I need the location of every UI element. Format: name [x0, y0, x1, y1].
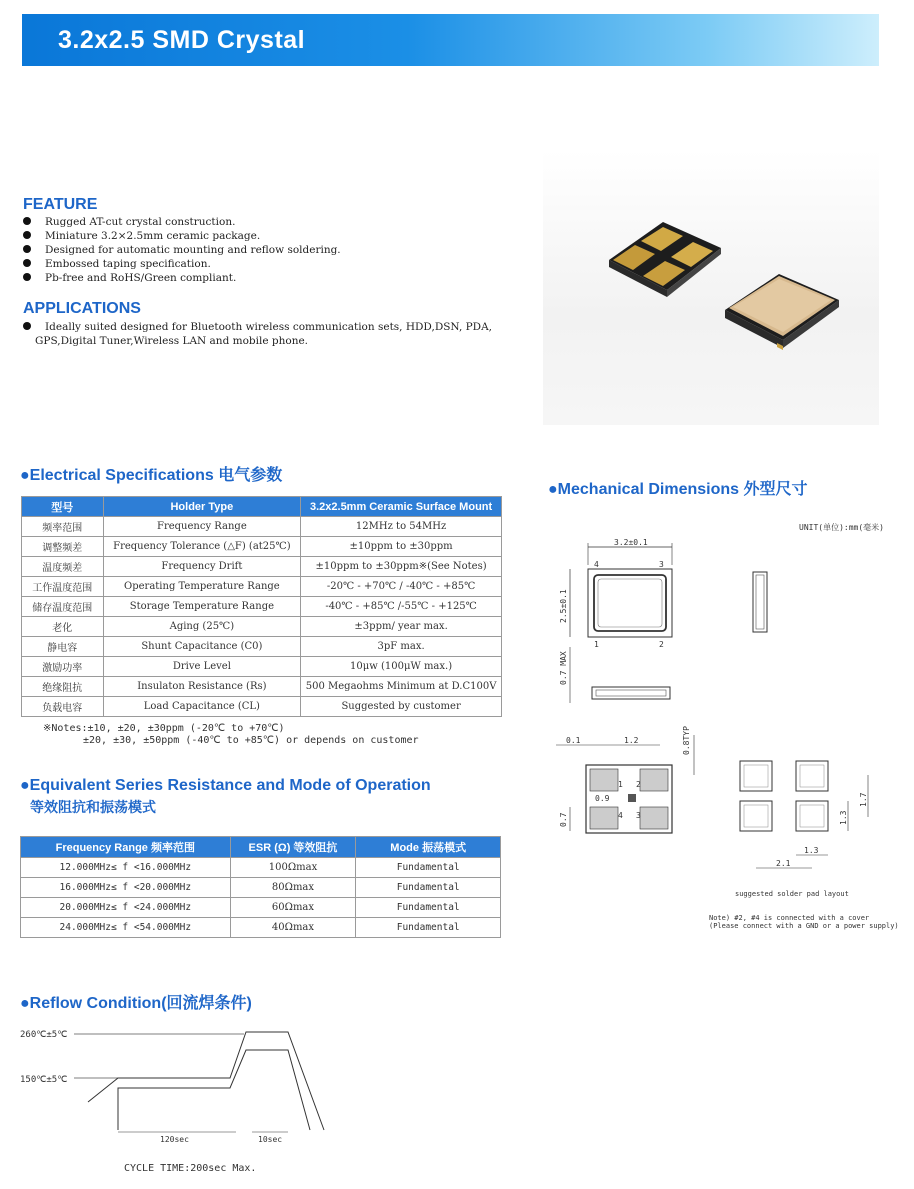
column-header: 型号: [22, 497, 104, 517]
bullet-icon: [23, 273, 31, 281]
table-row: 负载电容 Load Capacitance (CL) Suggested by customer: [22, 697, 502, 717]
dim-height: 2.5±0.1: [559, 589, 568, 623]
cycle-time: CYCLE TIME:200sec Max.: [124, 1163, 257, 1174]
column-header: Mode 振荡模式: [356, 837, 501, 858]
table-row: 工作温度范围 Operating Temperature Range -20℃ - +70℃ / -40℃ - +85℃: [22, 577, 502, 597]
table-row: 温度频差 Frequency Drift ±10ppm to ±30ppm※(See Notes): [22, 557, 502, 577]
esr-heading: ●Equivalent Series Resistance and Mode of Operation: [20, 777, 431, 794]
duration-2-label: 10sec: [258, 1135, 283, 1144]
crystal-photo-image: [543, 150, 879, 425]
table-row: 激励功率 Drive Level 10μw (100μW max.): [22, 657, 502, 677]
dim-solder-h: 1.7: [859, 792, 868, 807]
dim-d: 0.9: [595, 794, 610, 803]
table-row: 储存温度范围 Storage Temperature Range -40℃ - +85℃ /-55℃ - +125℃: [22, 597, 502, 617]
table-row: 频率范围 Frequency Range 12MHz to 54MHz: [22, 517, 502, 537]
bullet-icon: [23, 245, 31, 253]
solder-caption: suggested solder pad layout: [735, 890, 849, 898]
table-row: 24.000MHz≤ f <54.000MHz 40Ωmax Fundamental: [21, 918, 501, 938]
list-item: Embossed taping specification.: [23, 257, 341, 271]
pad-2-label: 2: [636, 780, 641, 789]
dim-c: 0.8TYP: [682, 726, 691, 755]
bottom-view-drawing: [556, 726, 694, 833]
feature-list: [23, 215, 341, 285]
electrical-spec-table: [21, 496, 502, 717]
page-title: 3.2x2.5 SMD Crystal: [58, 26, 306, 54]
pin-2-label: 2: [659, 640, 664, 649]
pad-3-label: 3: [636, 811, 641, 820]
esr-table: [20, 836, 501, 938]
dim-a: 0.1: [566, 736, 581, 745]
table-row: 12.000MHz≤ f <16.000MHz 100Ωmax Fundamental: [21, 858, 501, 878]
dim-b: 1.2: [624, 736, 639, 745]
list-item: Designed for automatic mounting and reflow soldering.: [23, 243, 341, 257]
list-item: Rugged AT-cut crystal construction.: [23, 215, 341, 229]
table-header-row: [21, 837, 501, 858]
dim-thickness: 0.7 MAX: [559, 651, 568, 685]
bullet-icon: [23, 231, 31, 239]
preheat-temp-label: 150℃±5℃: [20, 1075, 68, 1085]
applications-heading: APPLICATIONS: [23, 300, 141, 317]
electrical-note-2: ±20, ±30, ±50ppm (-40℃ to +85℃) or depends on customer: [83, 735, 419, 746]
list-item: GPS,Digital Tuner,Wireless LAN and mobile phone.: [35, 335, 309, 347]
table-row: 调整频差 Frequency Tolerance (△F) (at25℃) ±10ppm to ±30ppm: [22, 537, 502, 557]
pin-3-label: 3: [659, 560, 664, 569]
mechanical-note-1: Note) #2, #4 is connected with a cover: [709, 914, 870, 922]
mechanical-note-2: (Please connect with a GND or a power supply): [709, 922, 899, 930]
electrical-heading: ●Electrical Specifications 电气参数: [20, 467, 283, 484]
pad-4-label: 4: [618, 811, 623, 820]
dim-e: 0.7: [559, 812, 568, 827]
header-banner: [22, 14, 879, 66]
table-row: 静电容 Shunt Capacitance (C0) 3pF max.: [22, 637, 502, 657]
mechanical-heading: ●Mechanical Dimensions 外型尺寸: [548, 481, 808, 498]
reflow-profile-chart: [18, 1020, 338, 1150]
applications-list: [23, 320, 492, 348]
pin-4-label: 4: [594, 560, 599, 569]
electrical-note-1: ※Notes:±10, ±20, ±30ppm (-20℃ to +70℃): [43, 723, 285, 734]
dim-width: 3.2±0.1: [614, 538, 648, 547]
esr-subheading: 等效阻抗和振荡模式: [30, 799, 156, 815]
mechanical-drawing: [548, 535, 888, 935]
list-item: Ideally suited designed for Bluetooth wireless communication sets, HDD,DSN, PDA,: [23, 320, 492, 334]
peak-temp-label: 260℃±5℃: [20, 1030, 68, 1040]
column-header: ESR (Ω) 等效阻抗: [230, 837, 356, 858]
reflow-inner-curve: [118, 1050, 310, 1130]
table-row: 老化 Aging (25℃) ±3ppm/ year max.: [22, 617, 502, 637]
bullet-icon: [23, 322, 31, 330]
dim-solder-v: 1.3: [839, 810, 848, 825]
table-row: 20.000MHz≤ f <24.000MHz 60Ωmax Fundamental: [21, 898, 501, 918]
table-header-row: [22, 497, 502, 517]
top-view-drawing: [559, 538, 767, 703]
reflow-heading: ●Reflow Condition(回流焊条件): [20, 995, 252, 1012]
bullet-icon: [23, 259, 31, 267]
column-header: 3.2x2.5mm Ceramic Surface Mount: [301, 497, 502, 517]
dim-solder-s: 1.3: [804, 846, 819, 855]
crystal-top-view: [725, 274, 839, 350]
list-item: Pb-free and RoHS/Green compliant.: [23, 271, 341, 285]
column-header: Holder Type: [103, 497, 301, 517]
feature-heading: FEATURE: [23, 196, 98, 213]
unit-label: UNIT(单位):mm(毫米): [799, 523, 884, 532]
bullet-icon: [23, 217, 31, 225]
crystal-bottom-view: [609, 222, 721, 297]
dim-solder-w: 2.1: [776, 859, 791, 868]
duration-1-label: 120sec: [160, 1135, 189, 1144]
table-row: 16.000MHz≤ f <20.000MHz 80Ωmax Fundamental: [21, 878, 501, 898]
column-header: Frequency Range 频率范围: [21, 837, 231, 858]
product-photo: [543, 150, 879, 425]
table-row: 绝缘阻抗 Insulaton Resistance (Rs) 500 Megaohms Minimum at D.C100V: [22, 677, 502, 697]
reflow-outer-curve: [88, 1032, 324, 1130]
pad-1-label: 1: [618, 780, 623, 789]
solder-pad-layout: [740, 761, 868, 868]
pin-1-label: 1: [594, 640, 599, 649]
list-item: Miniature 3.2×2.5mm ceramic package.: [23, 229, 341, 243]
